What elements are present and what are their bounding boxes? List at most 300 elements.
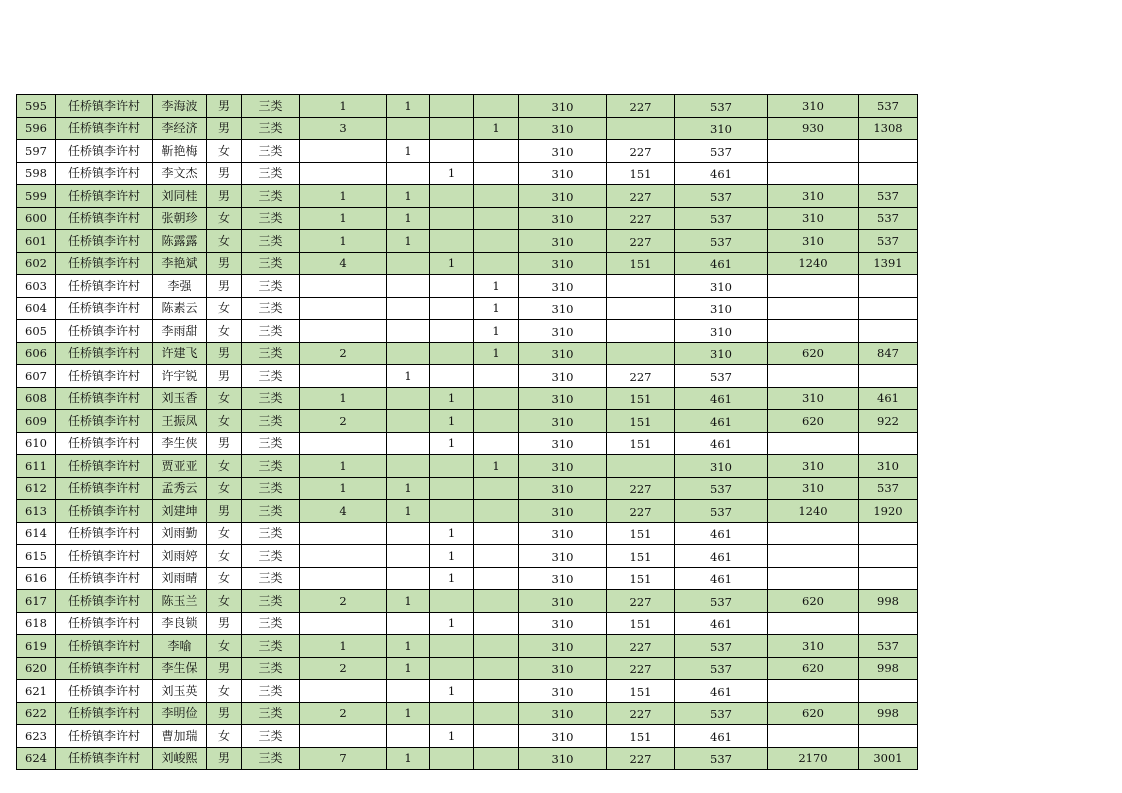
cell-amount-base: 310 [519,162,607,185]
cell-count-b [387,725,430,748]
cell-count-d [474,252,519,275]
cell-count-c [430,230,474,253]
cell-amount-base: 310 [519,275,607,298]
cell-row-number: 598 [17,162,56,185]
table-row [17,410,918,433]
cell-amount-sum [768,522,859,545]
cell-name: 刘峻熙 [153,747,207,770]
cell-category: 三类 [242,207,300,230]
cell-count-d [474,230,519,253]
cell-amount-grand: 847 [859,342,918,365]
cell-count-a: 1 [300,207,387,230]
cell-count-a: 1 [300,387,387,410]
cell-amount-sum [768,162,859,185]
cell-count-c [430,747,474,770]
cell-amount-sum [768,275,859,298]
table-row [17,185,918,208]
cell-gender: 男 [207,185,242,208]
cell-count-c: 1 [430,162,474,185]
cell-count-b [387,320,430,343]
cell-count-a: 2 [300,410,387,433]
cell-name: 刘玉英 [153,680,207,703]
cell-township-village: 任桥镇李许村 [56,140,153,163]
cell-count-b [387,567,430,590]
cell-amount-total: 461 [675,680,768,703]
cell-row-number: 600 [17,207,56,230]
table-row [17,657,918,680]
cell-amount-extra: 227 [607,702,675,725]
cell-row-number: 620 [17,657,56,680]
cell-count-c [430,590,474,613]
cell-amount-sum: 1240 [768,500,859,523]
cell-amount-base: 310 [519,387,607,410]
cell-category: 三类 [242,117,300,140]
cell-count-a [300,612,387,635]
cell-count-d [474,432,519,455]
cell-count-d [474,185,519,208]
cell-count-d [474,140,519,163]
cell-category: 三类 [242,342,300,365]
cell-amount-extra: 227 [607,500,675,523]
cell-amount-sum [768,320,859,343]
cell-amount-grand [859,297,918,320]
cell-amount-grand [859,320,918,343]
table-row [17,612,918,635]
cell-count-c: 1 [430,522,474,545]
cell-count-d [474,365,519,388]
cell-name: 刘雨勤 [153,522,207,545]
cell-name: 刘雨晴 [153,567,207,590]
cell-amount-sum: 310 [768,635,859,658]
table-row [17,635,918,658]
cell-count-a: 1 [300,635,387,658]
cell-amount-extra: 151 [607,725,675,748]
cell-amount-base: 310 [519,185,607,208]
cell-count-c: 1 [430,432,474,455]
cell-row-number: 596 [17,117,56,140]
cell-count-c: 1 [430,725,474,748]
cell-category: 三类 [242,725,300,748]
cell-amount-extra: 227 [607,747,675,770]
cell-count-a [300,432,387,455]
cell-township-village: 任桥镇李许村 [56,657,153,680]
cell-amount-extra [607,455,675,478]
cell-amount-extra: 151 [607,522,675,545]
cell-category: 三类 [242,410,300,433]
cell-row-number: 612 [17,477,56,500]
cell-count-a: 2 [300,702,387,725]
cell-amount-grand: 1308 [859,117,918,140]
cell-category: 三类 [242,545,300,568]
cell-amount-base: 310 [519,365,607,388]
cell-amount-sum: 310 [768,387,859,410]
cell-township-village: 任桥镇李许村 [56,275,153,298]
cell-township-village: 任桥镇李许村 [56,590,153,613]
table-row [17,297,918,320]
cell-row-number: 605 [17,320,56,343]
cell-gender: 女 [207,230,242,253]
cell-count-b [387,275,430,298]
cell-row-number: 609 [17,410,56,433]
cell-amount-base: 310 [519,567,607,590]
cell-gender: 男 [207,95,242,118]
cell-amount-total: 461 [675,162,768,185]
cell-category: 三类 [242,477,300,500]
cell-amount-extra: 227 [607,185,675,208]
cell-amount-total: 461 [675,522,768,545]
cell-category: 三类 [242,320,300,343]
cell-gender: 女 [207,207,242,230]
cell-count-d [474,590,519,613]
cell-count-c: 1 [430,680,474,703]
cell-count-a [300,140,387,163]
cell-township-village: 任桥镇李许村 [56,185,153,208]
cell-gender: 男 [207,117,242,140]
cell-count-d [474,95,519,118]
table-row [17,747,918,770]
cell-gender: 女 [207,725,242,748]
cell-category: 三类 [242,387,300,410]
cell-count-b: 1 [387,747,430,770]
cell-amount-base: 310 [519,500,607,523]
table-row [17,590,918,613]
cell-amount-base: 310 [519,545,607,568]
cell-gender: 男 [207,432,242,455]
cell-township-village: 任桥镇李许村 [56,635,153,658]
cell-count-a [300,162,387,185]
cell-township-village: 任桥镇李许村 [56,117,153,140]
cell-amount-sum: 2170 [768,747,859,770]
cell-amount-grand: 537 [859,185,918,208]
cell-gender: 女 [207,477,242,500]
cell-township-village: 任桥镇李许村 [56,230,153,253]
cell-count-b [387,455,430,478]
cell-gender: 女 [207,387,242,410]
cell-amount-sum: 310 [768,207,859,230]
cell-count-d [474,635,519,658]
cell-count-d [474,162,519,185]
cell-amount-grand: 3001 [859,747,918,770]
cell-count-a: 4 [300,252,387,275]
cell-count-b [387,162,430,185]
cell-count-b [387,545,430,568]
cell-amount-grand: 537 [859,477,918,500]
cell-category: 三类 [242,432,300,455]
cell-amount-extra [607,117,675,140]
cell-gender: 女 [207,455,242,478]
cell-amount-total: 537 [675,185,768,208]
cell-amount-total: 537 [675,702,768,725]
cell-name: 孟秀云 [153,477,207,500]
cell-count-d: 1 [474,297,519,320]
cell-row-number: 603 [17,275,56,298]
cell-amount-extra: 151 [607,545,675,568]
data-table [16,94,918,770]
cell-count-b [387,117,430,140]
cell-amount-grand: 1920 [859,500,918,523]
cell-amount-base: 310 [519,410,607,433]
cell-name: 李喻 [153,635,207,658]
cell-amount-sum [768,725,859,748]
cell-count-b [387,612,430,635]
cell-amount-grand: 998 [859,590,918,613]
cell-name: 李生侠 [153,432,207,455]
cell-township-village: 任桥镇李许村 [56,500,153,523]
cell-amount-sum: 310 [768,95,859,118]
cell-amount-extra: 151 [607,567,675,590]
cell-amount-base: 310 [519,635,607,658]
cell-amount-grand: 998 [859,657,918,680]
cell-count-d [474,207,519,230]
cell-count-b [387,342,430,365]
cell-amount-extra [607,342,675,365]
cell-count-d [474,680,519,703]
cell-amount-sum: 620 [768,657,859,680]
cell-amount-sum: 310 [768,185,859,208]
cell-amount-grand [859,522,918,545]
cell-gender: 女 [207,410,242,433]
cell-count-b: 1 [387,500,430,523]
cell-name: 刘建坤 [153,500,207,523]
cell-row-number: 597 [17,140,56,163]
cell-amount-extra: 227 [607,95,675,118]
cell-count-b: 1 [387,590,430,613]
cell-amount-grand [859,162,918,185]
cell-name: 曹加瑞 [153,725,207,748]
cell-count-c: 1 [430,545,474,568]
cell-amount-total: 310 [675,297,768,320]
cell-amount-extra: 227 [607,207,675,230]
cell-amount-base: 310 [519,297,607,320]
cell-amount-total: 537 [675,590,768,613]
cell-count-c [430,342,474,365]
cell-count-c [430,500,474,523]
cell-gender: 女 [207,590,242,613]
cell-category: 三类 [242,252,300,275]
cell-township-village: 任桥镇李许村 [56,567,153,590]
cell-amount-extra: 151 [607,410,675,433]
cell-amount-grand: 310 [859,455,918,478]
cell-category: 三类 [242,680,300,703]
cell-amount-sum [768,680,859,703]
cell-amount-grand [859,545,918,568]
cell-amount-extra: 151 [607,162,675,185]
cell-count-b: 1 [387,207,430,230]
cell-count-c [430,320,474,343]
cell-count-a: 1 [300,477,387,500]
cell-count-d [474,387,519,410]
cell-township-village: 任桥镇李许村 [56,410,153,433]
cell-count-d: 1 [474,320,519,343]
cell-amount-base: 310 [519,342,607,365]
cell-count-c [430,702,474,725]
cell-amount-total: 537 [675,140,768,163]
cell-amount-grand: 998 [859,702,918,725]
cell-amount-extra: 227 [607,635,675,658]
cell-amount-grand: 537 [859,207,918,230]
cell-amount-sum: 310 [768,230,859,253]
cell-count-b [387,297,430,320]
cell-row-number: 624 [17,747,56,770]
cell-township-village: 任桥镇李许村 [56,297,153,320]
cell-count-a [300,275,387,298]
cell-category: 三类 [242,590,300,613]
cell-name: 陈素云 [153,297,207,320]
cell-gender: 男 [207,747,242,770]
table-row [17,567,918,590]
table-row [17,162,918,185]
cell-count-c [430,117,474,140]
cell-township-village: 任桥镇李许村 [56,477,153,500]
cell-amount-extra: 151 [607,387,675,410]
cell-amount-base: 310 [519,702,607,725]
table-row [17,342,918,365]
cell-name: 王振凤 [153,410,207,433]
cell-amount-sum: 310 [768,455,859,478]
cell-count-d: 1 [474,342,519,365]
cell-name: 李经济 [153,117,207,140]
cell-category: 三类 [242,297,300,320]
cell-gender: 女 [207,635,242,658]
cell-category: 三类 [242,140,300,163]
cell-township-village: 任桥镇李许村 [56,747,153,770]
cell-count-b: 1 [387,657,430,680]
cell-count-c [430,297,474,320]
cell-row-number: 608 [17,387,56,410]
cell-row-number: 614 [17,522,56,545]
cell-name: 李海波 [153,95,207,118]
cell-amount-sum: 620 [768,342,859,365]
cell-name: 贾亚亚 [153,455,207,478]
cell-township-village: 任桥镇李许村 [56,725,153,748]
cell-amount-grand [859,140,918,163]
cell-gender: 女 [207,567,242,590]
cell-category: 三类 [242,455,300,478]
cell-gender: 男 [207,275,242,298]
cell-amount-sum: 620 [768,590,859,613]
cell-row-number: 595 [17,95,56,118]
cell-count-b: 1 [387,230,430,253]
cell-row-number: 618 [17,612,56,635]
cell-name: 许建飞 [153,342,207,365]
table-row [17,477,918,500]
cell-amount-sum [768,612,859,635]
cell-row-number: 602 [17,252,56,275]
cell-amount-extra: 227 [607,365,675,388]
cell-count-d [474,567,519,590]
table-row [17,275,918,298]
cell-count-a: 2 [300,342,387,365]
cell-amount-total: 461 [675,432,768,455]
cell-gender: 男 [207,162,242,185]
cell-count-a: 3 [300,117,387,140]
cell-amount-sum [768,365,859,388]
table-row [17,230,918,253]
cell-name: 许宇锐 [153,365,207,388]
cell-count-d [474,477,519,500]
cell-category: 三类 [242,162,300,185]
cell-count-b [387,410,430,433]
cell-amount-total: 310 [675,275,768,298]
cell-township-village: 任桥镇李许村 [56,545,153,568]
cell-amount-sum [768,545,859,568]
cell-township-village: 任桥镇李许村 [56,342,153,365]
cell-count-c [430,185,474,208]
cell-count-c [430,635,474,658]
cell-count-c [430,477,474,500]
cell-amount-grand: 461 [859,387,918,410]
cell-name: 李明俭 [153,702,207,725]
cell-township-village: 任桥镇李许村 [56,365,153,388]
cell-amount-extra: 227 [607,477,675,500]
cell-count-c: 1 [430,387,474,410]
cell-amount-grand: 537 [859,635,918,658]
cell-category: 三类 [242,230,300,253]
cell-amount-sum [768,567,859,590]
cell-amount-total: 537 [675,657,768,680]
cell-count-a: 7 [300,747,387,770]
cell-amount-base: 310 [519,477,607,500]
cell-amount-grand [859,275,918,298]
cell-category: 三类 [242,95,300,118]
cell-amount-total: 461 [675,252,768,275]
cell-amount-total: 537 [675,95,768,118]
table-row [17,320,918,343]
cell-name: 刘玉香 [153,387,207,410]
cell-count-a: 1 [300,185,387,208]
cell-count-d [474,747,519,770]
cell-count-d: 1 [474,117,519,140]
cell-amount-total: 461 [675,567,768,590]
cell-count-c: 1 [430,567,474,590]
cell-row-number: 613 [17,500,56,523]
cell-count-c [430,275,474,298]
cell-count-c [430,365,474,388]
table-row [17,95,918,118]
cell-count-a: 1 [300,95,387,118]
cell-name: 李雨甜 [153,320,207,343]
cell-township-village: 任桥镇李许村 [56,522,153,545]
cell-count-c: 1 [430,612,474,635]
cell-gender: 女 [207,297,242,320]
table-row [17,545,918,568]
cell-row-number: 610 [17,432,56,455]
cell-category: 三类 [242,612,300,635]
cell-amount-sum: 310 [768,477,859,500]
cell-count-a: 1 [300,230,387,253]
cell-count-d [474,545,519,568]
table-row [17,680,918,703]
cell-amount-extra: 151 [607,680,675,703]
cell-count-b [387,522,430,545]
cell-amount-grand [859,612,918,635]
cell-amount-base: 310 [519,747,607,770]
cell-amount-total: 537 [675,635,768,658]
table-row [17,365,918,388]
cell-category: 三类 [242,635,300,658]
cell-row-number: 623 [17,725,56,748]
cell-category: 三类 [242,275,300,298]
cell-row-number: 619 [17,635,56,658]
cell-gender: 女 [207,320,242,343]
cell-amount-grand [859,725,918,748]
cell-amount-extra: 227 [607,140,675,163]
cell-amount-grand [859,567,918,590]
cell-township-village: 任桥镇李许村 [56,680,153,703]
cell-amount-total: 461 [675,387,768,410]
cell-count-a [300,522,387,545]
cell-amount-total: 461 [675,545,768,568]
